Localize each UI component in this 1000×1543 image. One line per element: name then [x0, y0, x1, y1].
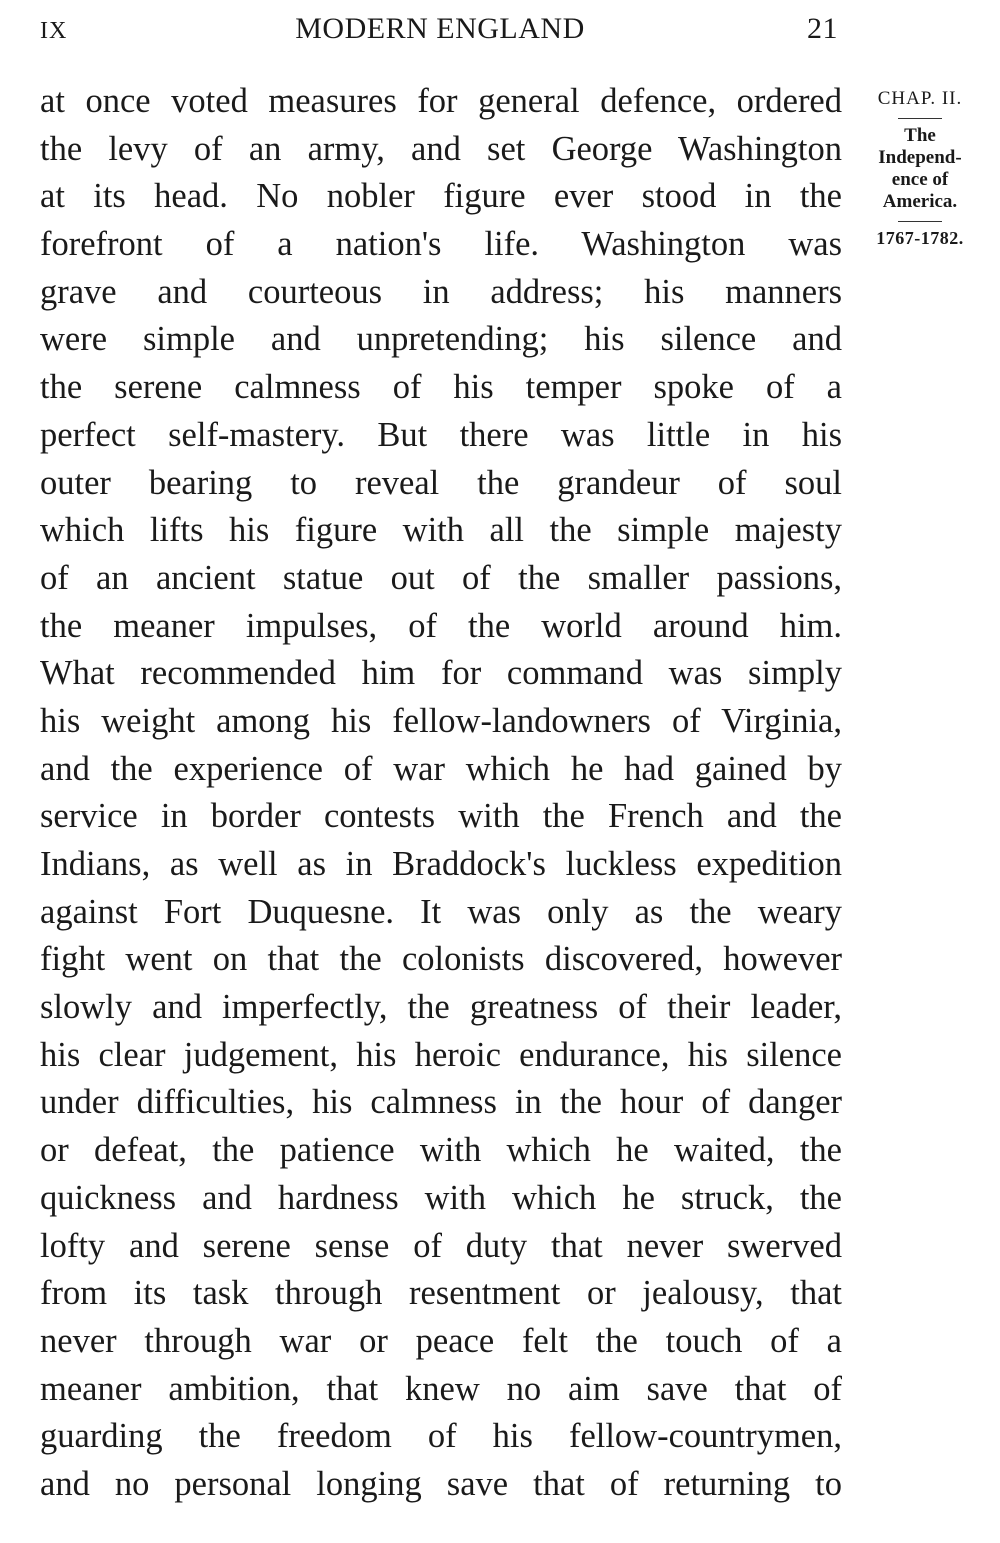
text-line: the serene calmness of his temper spoke of a — [40, 368, 842, 407]
text-line: forefront of a nation's life. Washington was — [40, 225, 842, 264]
text-line: or defeat, the patience with which he waited, the — [40, 1131, 842, 1170]
text-line: quickness and hardness with which he struck, the — [40, 1178, 842, 1217]
text-line: the meaner impulses, of the world around him. — [40, 606, 842, 645]
text-line: which lifts his figure with all the simple majesty — [40, 511, 842, 550]
text-line: service in border contests with the French and the — [40, 797, 842, 836]
margin-note-heading — [858, 125, 982, 213]
text-line: the levy of an army, and set George Washington — [40, 129, 842, 168]
text-line: his weight among his fellow-landowners of Virginia, — [40, 701, 842, 740]
running-head — [40, 10, 840, 50]
text-line: fight went on that the colonists discovered, however — [40, 940, 842, 979]
text-line: from its task through resentment or jealousy, that — [40, 1274, 842, 1313]
text-line: outer bearing to reveal the grandeur of soul — [40, 463, 842, 502]
body-text — [40, 78, 842, 1509]
text-line: his clear judgement, his heroic endurance, his silence — [40, 1035, 842, 1074]
text-line: grave and courteous in address; his manners — [40, 272, 842, 311]
text-line: of an ancient statue out of the smaller passions, — [40, 558, 842, 597]
text-line: guarding the freedom of his fellow-countrymen, — [40, 1417, 842, 1456]
margin-note-rule — [898, 118, 942, 119]
text-line: meaner ambition, that knew no aim save that of — [40, 1369, 842, 1408]
text-line: Indians, as well as in Braddock's luckless expedition — [40, 845, 842, 883]
margin-note-heading-line: ence of — [891, 169, 949, 190]
margin-note-heading-line: The — [904, 125, 936, 146]
margin-note — [858, 88, 982, 249]
text-line: were simple and unpretending; his silence and — [40, 320, 842, 359]
margin-note-chapter: CHAP. II. — [877, 88, 963, 109]
margin-note-heading-line: Independ- — [878, 147, 962, 168]
text-line: What recommended him for command was simply — [40, 654, 842, 693]
text-line: at its head. No nobler figure ever stood in the — [40, 177, 842, 216]
text-line: at once voted measures for general defence, ordered — [40, 82, 842, 120]
margin-note-dates: 1767-1782. — [876, 228, 964, 248]
text-line: and no personal longing save that of returning to — [40, 1464, 842, 1503]
running-head-title: MODERN ENGLAND — [295, 12, 585, 45]
text-line: and the experience of war which he had gained by — [40, 749, 842, 788]
running-head-chapter: IX — [40, 18, 68, 44]
page-number: 21 — [807, 12, 838, 45]
margin-note-heading-line: America. — [882, 191, 958, 212]
text-line: perfect self-mastery. But there was little in his — [40, 415, 842, 454]
text-line: lofty and serene sense of duty that never swerved — [40, 1226, 842, 1265]
margin-note-rule — [898, 221, 942, 222]
text-line: under difficulties, his calmness in the hour of danger — [40, 1083, 842, 1122]
text-line: never through war or peace felt the touch of a — [40, 1321, 842, 1360]
text-line: against Fort Duquesne. It was only as the weary — [40, 892, 842, 931]
text-line: slowly and imperfectly, the greatness of their leader, — [40, 988, 842, 1027]
